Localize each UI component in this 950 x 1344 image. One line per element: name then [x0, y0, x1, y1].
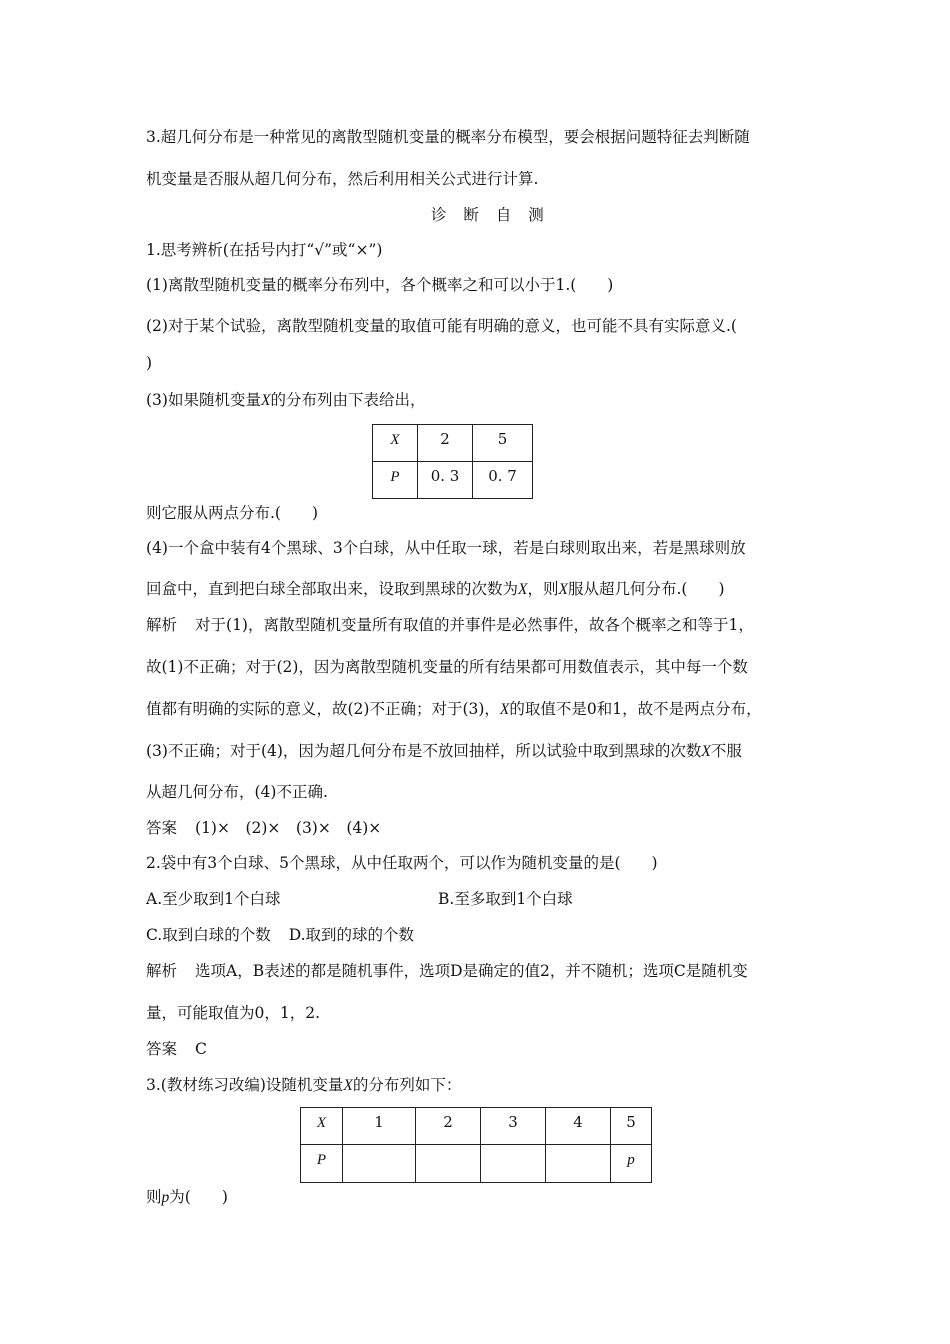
q2-analysis-line-2: 量，可能取值为0，1，2. [146, 1004, 321, 1022]
section-title: 诊 断 自 测 [431, 206, 550, 224]
q1-statement-1: (1)离散型随机变量的概率分布列中，各个概率之和可以小于1.( ) [146, 276, 614, 294]
q3-tail: 则p为( ) [146, 1188, 228, 1206]
q3-title: 3.(教材练习改编)设随机变量X的分布列如下： [146, 1076, 462, 1094]
table-cell: X [301, 1108, 343, 1145]
answer-label: 答案 [146, 1040, 178, 1058]
table-cell: 5 [611, 1108, 652, 1145]
table-cell: 0. 7 [473, 462, 533, 499]
table-cell: 0. 3 [418, 462, 473, 499]
q1-distribution-table [372, 424, 533, 499]
table-cell [481, 1145, 546, 1183]
table-cell: P [373, 462, 418, 499]
table-cell [343, 1145, 416, 1183]
q1-statement-2a: (2)对于某个试验，离散型随机变量的取值可能有明确的意义，也可能不具有实际意义.( [146, 317, 737, 335]
q1-analysis-line-3: 值都有明确的实际的意义，故(2)不正确；对于(3)，X的取值不是0和1，故不是两点分布， [146, 700, 762, 718]
q1-statement-4b: 回盒中，直到把白球全部取出来，设取到黑球的次数为X，则X服从超几何分布.( ) [146, 580, 725, 598]
table-row [301, 1108, 652, 1145]
q1-analysis-line-5: 从超几何分布，(4)不正确. [146, 783, 328, 801]
q1-answer: 答案 (1)× (2)× (3)× (4)× [146, 819, 382, 837]
table-cell: 2 [416, 1108, 481, 1145]
q1-title: 1.思考辨析(在括号内打“√”或“×”) [146, 241, 383, 259]
q3-distribution-table [300, 1107, 652, 1183]
intro-line-2: 机变量是否服从超几何分布，然后利用相关公式进行计算. [146, 170, 539, 188]
q1-analysis-line-4: (3)不正确；对于(4)，因为超几何分布是不放回抽样，所以试验中取到黑球的次数X不服 [146, 742, 742, 760]
analysis-label: 解析 [146, 962, 178, 980]
table-row [373, 462, 533, 499]
table-row [301, 1145, 652, 1183]
q2-answer: 答案 C [146, 1040, 207, 1058]
q1-statement-2b: ) [146, 354, 153, 372]
intro-line-1: 3.超几何分布是一种常见的离散型随机变量的概率分布模型，要会根据问题特征去判断随 [146, 128, 750, 146]
table-cell: P [301, 1145, 343, 1183]
answer-label: 答案 [146, 819, 178, 837]
q2-title: 2.袋中有3个白球、5个黑球，从中任取两个，可以作为随机变量的是( ) [146, 854, 658, 872]
q2-option-c: C.取到白球的个数 [146, 926, 271, 944]
table-cell: p [611, 1145, 652, 1183]
q2-option-a: A.至少取到1个白球 [146, 890, 281, 908]
q2-options-cd [146, 924, 414, 946]
q1-analysis-line-1: 解析 对于(1)，离散型随机变量所有取值的并事件是必然事件，故各个概率之和等于1， [146, 616, 754, 634]
table-cell: 4 [546, 1108, 611, 1145]
table-cell: 1 [343, 1108, 416, 1145]
q1-statement-3: (3)如果随机变量X的分布列由下表给出， [146, 391, 426, 409]
q1-analysis-line-2: 故(1)不正确；对于(2)，因为离散型随机变量的所有结果都可用数值表示，其中每一个数 [146, 658, 748, 676]
table-cell: 5 [473, 425, 533, 462]
q2-analysis-line-1: 解析 选项A，B表述的都是随机事件，选项D是确定的值2，并不随机；选项C是随机变 [146, 962, 748, 980]
table-cell [416, 1145, 481, 1183]
q2-option-d: D.取到的球的个数 [288, 926, 415, 944]
table-cell: 2 [418, 425, 473, 462]
q1-statement-4a: (4)一个盒中装有4个黑球、3个白球，从中任取一球，若是白球则取出来，若是黑球则放 [146, 539, 746, 557]
q2-option-b: B.至多取到1个白球 [438, 890, 573, 908]
table-cell: 3 [481, 1108, 546, 1145]
table-row [373, 425, 533, 462]
analysis-label: 解析 [146, 616, 178, 634]
q1-statement-3-tail: 则它服从两点分布.( ) [146, 504, 319, 522]
table-cell: X [373, 425, 418, 462]
table-cell [546, 1145, 611, 1183]
